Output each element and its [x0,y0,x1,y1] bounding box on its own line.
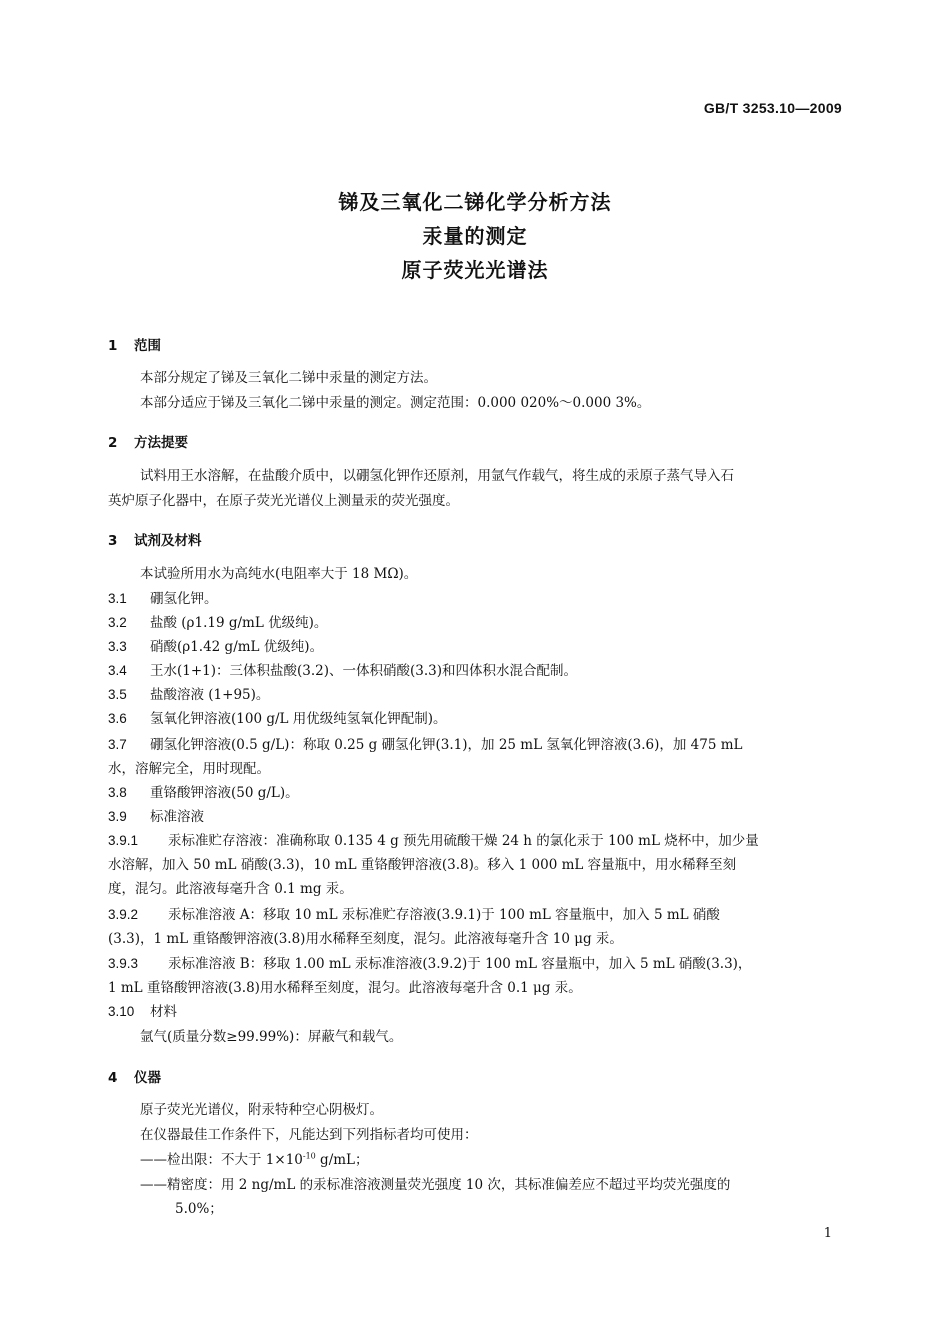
section-title: 试剂及材料 [134,533,202,549]
section-number: 2 [108,435,118,451]
clause-3-4 [108,662,577,680]
clause-text: 汞标准溶液 A：移取 10 mL 汞标准贮存溶液(3.9.1)于 100 mL 容量瓶中，加入 5 mL 硝酸 [168,907,720,923]
clause-number: 3.9 [108,809,127,824]
clause-3-9-3 [108,955,751,973]
section-number: 1 [108,338,118,354]
clause-3-5 [108,686,269,704]
clause-number: 3.6 [108,711,127,726]
paragraph: 英炉原子化器中，在原子荧光光谱仪上测量汞的荧光强度。 [108,493,459,509]
clause-number: 3.9.3 [108,956,139,971]
clause-number: 3.2 [108,615,127,630]
page-number: 1 [823,1226,832,1241]
paragraph: 在仪器最佳工作条件下，凡能达到下列指标者均可使用： [140,1127,478,1143]
clause-3-9-2-continued: (3.3)，1 mL 重铬酸钾溶液(3.8)用水稀释至刻度，混匀。此溶液每毫升含 10 μg 汞。 [108,931,623,947]
clause-3-9-1-continued: 度，混匀。此溶液每毫升含 0.1 mg 汞。 [108,881,353,897]
clause-3-9-1 [108,832,759,850]
clause-3-9-2 [108,906,720,924]
paragraph: 氩气(质量分数≥99.99%)：屏蔽气和载气。 [140,1029,403,1045]
clause-text: 硼氢化钾。 [150,591,218,607]
clause-number: 3.8 [108,785,127,800]
document-title-line1: 锑及三氧化二锑化学分析方法 [338,190,612,214]
document-title-line3: 原子荧光光谱法 [401,258,549,282]
clause-text: 氢氧化钾溶液(100 g/L 用优级纯氢氧化钾配制)。 [150,711,447,727]
clause-number: 3.3 [108,639,127,654]
clause-text: 标准溶液 [150,809,204,825]
clause-number: 3.1 [108,591,127,606]
list-item: ——精密度：用 2 ng/mL 的汞标准溶液测量荧光强度 10 次，其标准偏差应不超过平均荧光强度的 [140,1177,731,1193]
document-title-line2: 汞量的测定 [422,224,528,248]
section-3-heading [108,529,202,549]
clause-3-8 [108,784,299,802]
clause-text: 汞标准贮存溶液：准确称取 0.135 4 g 预先用硫酸干燥 24 h 的氯化汞于 100 mL 烧杯中，加少量 [168,833,759,849]
paragraph: 本试验所用水为高纯水(电阻率大于 18 MΩ)。 [140,566,418,582]
clause-3-3 [108,638,323,656]
section-2-heading [108,431,188,451]
clause-3-9 [108,808,204,826]
section-title: 方法提要 [134,435,188,451]
section-4-heading [108,1066,161,1086]
clause-3-2 [108,614,327,632]
paragraph: 本部分规定了锑及三氧化二锑中汞量的测定方法。 [140,370,437,386]
clause-3-9-3-continued: 1 mL 重铬酸钾溶液(3.8)用水稀释至刻度，混匀。此溶液每毫升含 0.1 μg 汞。 [108,980,582,996]
list-item [140,1151,369,1169]
clause-number: 3.10 [108,1004,135,1019]
section-number: 4 [108,1070,118,1086]
clause-number: 3.9.1 [108,833,139,848]
list-item-continued: 5.0%； [175,1201,223,1217]
clause-3-6 [108,710,447,728]
list-item-text: ——检出限：不大于 1×10 [140,1152,303,1168]
clause-text: 汞标准溶液 B：移取 1.00 mL 汞标准溶液(3.9.2)于 100 mL 容量瓶中，加入 5 mL 硝酸(3.3)， [168,956,752,972]
clause-3-7-continued: 水，溶解完全，用时现配。 [108,761,270,777]
exponent: -10 [302,1151,316,1161]
clause-number: 3.7 [108,737,127,752]
clause-number: 3.9.2 [108,907,139,922]
standard-number: GB/T 3253.10—2009 [703,100,842,116]
paragraph: 试料用王水溶解，在盐酸介质中，以硼氢化钾作还原剂，用氩气作载气，将生成的汞原子蒸气导入石 [140,468,734,484]
section-1-heading [108,334,161,354]
section-title: 仪器 [134,1070,161,1086]
clause-3-9-1-continued: 水溶解，加入 50 mL 硝酸(3.3)，10 mL 重铬酸钾溶液(3.8)。移入 1 000 mL 容量瓶中，用水稀释至刻 [108,857,737,873]
paragraph: 原子荧光光谱仪，附汞特种空心阴极灯。 [140,1102,383,1118]
clause-3-7 [108,736,742,754]
clause-text: 王水(1+1)：三体积盐酸(3.2)、一体积硝酸(3.3)和四体积水混合配制。 [150,663,578,679]
section-number: 3 [108,533,118,549]
clause-number: 3.5 [108,687,127,702]
clause-3-10 [108,1003,177,1021]
clause-text: 重铬酸钾溶液(50 g/L)。 [150,785,299,801]
clause-text: 硝酸(ρ1.42 g/mL 优级纯)。 [150,639,324,655]
clause-number: 3.4 [108,663,127,678]
section-title: 范围 [134,338,161,354]
list-item-text: g/mL； [315,1152,369,1168]
clause-text: 盐酸溶液 (1+95)。 [150,687,270,703]
clause-text: 硼氢化钾溶液(0.5 g/L)：称取 0.25 g 硼氢化钾(3.1)，加 25 mL 氢氧化钾溶液(3.6)，加 475 mL [150,737,743,753]
paragraph: 本部分适应于锑及三氧化二锑中汞量的测定。测定范围：0.000 020%～0.000 3%。 [140,395,651,411]
clause-text: 盐酸 (ρ1.19 g/mL 优级纯)。 [150,615,328,631]
clause-3-1 [108,590,218,608]
clause-text: 材料 [150,1004,177,1020]
